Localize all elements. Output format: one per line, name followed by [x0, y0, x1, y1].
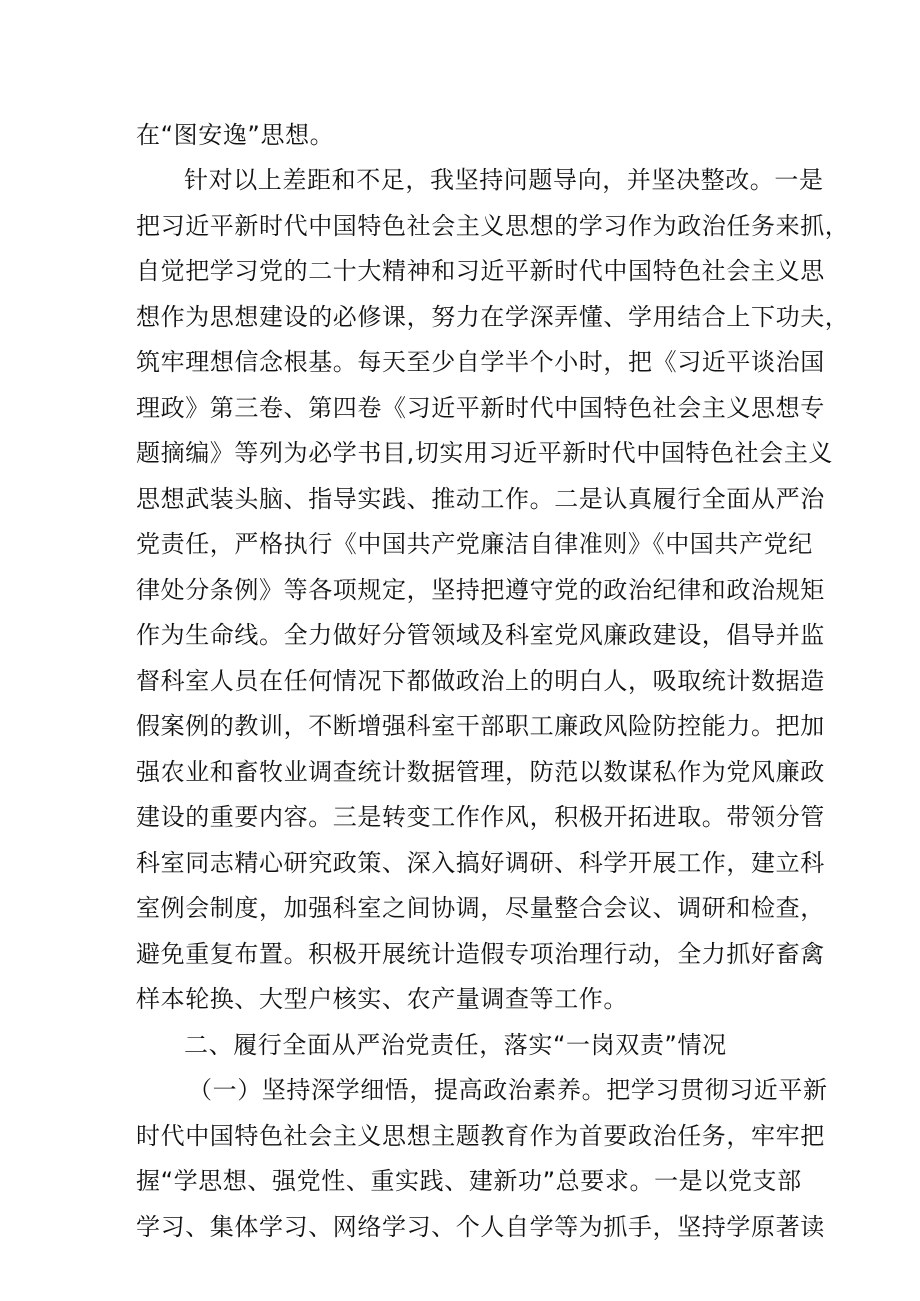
text-line: 握“学思想、强党性、重实践、建新功”总要求。一是以党支部 [136, 1167, 802, 1195]
text-line: 把习近平新时代中国特色社会主义思想的学习作为政治任务来抓， [136, 212, 850, 240]
text-line: 想作为思想建设的必修课，努力在学深弄懂、学用结合上下功夫， [136, 303, 850, 331]
text-line: 党责任，严格执行《中国共产党廉洁自律准则》《中国共产党纪 [136, 530, 813, 558]
text-line: 建设的重要内容。三是转变工作作风，积极开拓进取。带领分管 [136, 803, 825, 831]
text-line: 筑牢理想信念根基。每天至少自学半个小时，把《习近平谈治国 [136, 348, 825, 376]
text-line: 假案例的教训，不断增强科室干部职工廉政风险防控能力。把加 [136, 712, 825, 740]
text-line: 避免重复布置。积极开展统计造假专项治理行动，全力抓好畜禽 [136, 940, 825, 968]
section-heading: 二、履行全面从严治党责任，落实“一岗双责”情况 [184, 1031, 727, 1059]
text-line: 学习、集体学习、网络学习、个人自学等为抓手，坚持学原著读 [136, 1213, 825, 1241]
text-line: 在“图安逸”思想。 [136, 121, 335, 149]
text-line: 思想武装头脑、指导实践、推动工作。二是认真履行全面从严治 [136, 485, 825, 513]
text-line: 自觉把学习党的二十大精神和习近平新时代中国特色社会主义思 [136, 257, 825, 285]
text-line: 时代中国特色社会主义思想主题教育作为首要政治任务，牢牢把 [136, 1122, 825, 1150]
text-line: 室例会制度，加强科室之间协调，尽量整合会议、调研和检查， [136, 894, 825, 922]
text-line: 样本轮换、大型户核实、农产量调查等工作。 [136, 985, 628, 1013]
text-line: 理政》第三卷、第四卷《习近平新时代中国特色社会主义思想专 [136, 394, 825, 422]
text-line: 强农业和畜牧业调查统计数据管理，防范以数谋私作为党风廉政 [136, 758, 825, 786]
subsection-heading-line: （一）坚持深学细悟，提高政治素养。把学习贯彻习近平新 [188, 1076, 828, 1104]
paragraph-start-line: 针对以上差距和不足，我坚持问题导向，并坚决整改。一是 [184, 166, 824, 194]
text-line: 作为生命线。全力做好分管领域及科室党风廉政建设，倡导并监 [136, 621, 825, 649]
text-line: 督科室人员在任何情况下都做政治上的明白人，吸取统计数据造 [136, 667, 825, 695]
text-line: 科室同志精心研究政策、深入搞好调研、科学开展工作，建立科 [136, 849, 825, 877]
text-line: 律处分条例》等各项规定，坚持把遵守党的政治纪律和政治规矩 [136, 576, 825, 604]
text-line: 题摘编》等列为必学书目,切实用习近平新时代中国特色社会主义 [136, 439, 834, 467]
